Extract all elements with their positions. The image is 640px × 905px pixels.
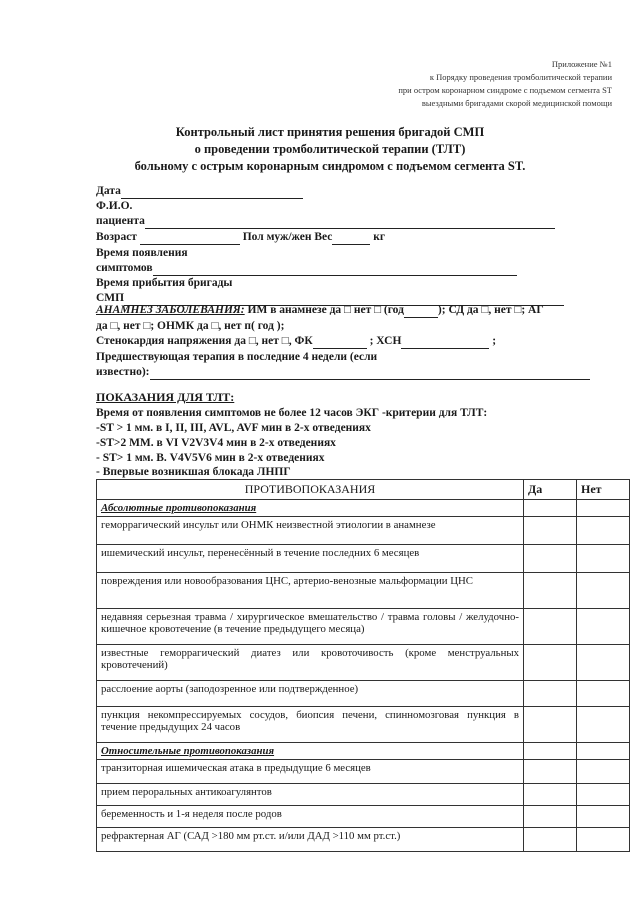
document-title — [60, 124, 600, 175]
date-field[interactable] — [121, 187, 303, 199]
semicolon: ; — [492, 335, 497, 347]
annex-line-3: при остром коронарном синдроме с подъемом сегмента ST — [398, 85, 612, 95]
row-text: прием пероральных антикоагулянтов — [97, 784, 524, 806]
anamnesis-label: АНАМНЕЗ ЗАБОЛЕВАНИЯ: — [96, 304, 245, 316]
annex-header — [362, 58, 612, 110]
row-text: повреждения или новообразования ЦНС, артерио-венозные мальформации ЦНС — [97, 573, 524, 609]
table-header-row — [97, 480, 630, 500]
row-text: известные геморрагический диатез или кровоточивость (кроме менструальных кровотечений) — [97, 645, 524, 681]
title-line-3: больному с острым коронарным синдромом с подъемом сегмента ST. — [134, 159, 526, 173]
mi-year-field[interactable] — [404, 306, 438, 318]
row-text: ишемический инсульт, перенесённый в течение последних 6 месяцев — [97, 545, 524, 573]
row-yes-checkbox[interactable] — [524, 828, 577, 852]
row-yes-checkbox[interactable] — [524, 760, 577, 784]
table-row — [97, 828, 630, 852]
table-row — [97, 760, 630, 784]
contraindications-table — [96, 479, 630, 852]
indications-line-1: Время от появления симптомов не более 12 часов ЭКГ -критерии для ТЛТ: — [96, 407, 488, 419]
table-row — [97, 784, 630, 806]
prev-therapy-label-2: известно): — [96, 366, 150, 378]
row-no-checkbox[interactable] — [577, 828, 630, 852]
row-text: беременность и 1-я неделя после родов — [97, 806, 524, 828]
age-field[interactable] — [140, 233, 240, 245]
table-row — [97, 517, 630, 545]
table-row — [97, 806, 630, 828]
prev-therapy-label-1: Предшествующая терапия в последние 4 недели (если — [96, 351, 378, 363]
row-no-checkbox[interactable] — [577, 645, 630, 681]
indications-line-2: -ST > 1 мм. в I, II, III, AVL, AVF мин в 2-х отведениях — [96, 422, 371, 434]
symptoms-label-2: симптомов — [96, 262, 153, 274]
row-yes-checkbox[interactable] — [524, 784, 577, 806]
smp-label: СМП — [96, 292, 125, 304]
row-no-checkbox[interactable] — [577, 609, 630, 645]
row-yes-checkbox[interactable] — [524, 545, 577, 573]
relative-label: Относительные противопоказания — [97, 743, 524, 760]
row-no-checkbox[interactable] — [577, 784, 630, 806]
indications-line-3: -ST>2 ММ. в VI V2V3V4 мин в 2-х отведениях — [96, 437, 336, 449]
angina-label: Стенокардия напряжения да □, нет □, ФК — [96, 335, 313, 347]
row-text: расслоение аорты (заподозренное или подтвержденное) — [97, 681, 524, 707]
anamnesis-text-1: ИМ в анамнезе да □ нет □ (год — [244, 304, 404, 316]
table-row — [97, 707, 630, 743]
row-text: геморрагический инсульт или ОНМК неизвестной этиологии в анамнезе — [97, 517, 524, 545]
header-yes: Да — [524, 480, 577, 500]
row-no-checkbox[interactable] — [577, 760, 630, 784]
header-no: Нет — [577, 480, 630, 500]
hsn-label: ; ХСН — [369, 335, 402, 347]
row-yes-checkbox[interactable] — [524, 645, 577, 681]
indications-line-4: - ST> 1 мм. В. V4V5V6 мин в 2-х отведениях — [96, 452, 325, 464]
relative-section-row — [97, 743, 630, 760]
hsn-field[interactable] — [401, 337, 489, 349]
absolute-label: Абсолютные противопоказания — [97, 500, 524, 517]
title-line-2: о проведении тромболитической терапии (ТЛТ) — [194, 142, 466, 156]
anamnesis-text-1b: ); СД да □, нет □; АГ — [437, 304, 544, 316]
relative-no — [577, 743, 630, 760]
row-yes-checkbox[interactable] — [524, 517, 577, 545]
angina-row — [96, 334, 496, 349]
patient-label: пациента — [96, 215, 145, 227]
relative-yes — [524, 743, 577, 760]
header-contraindications: ПРОТИВОПОКАЗАНИЯ — [97, 480, 524, 500]
absolute-yes — [524, 500, 577, 517]
age-label: Возраст — [96, 231, 137, 243]
row-yes-checkbox[interactable] — [524, 573, 577, 609]
row-text: рефрактерная АГ (САД >180 мм рт.ст. и/или ДАД >110 мм рт.ст.) — [97, 828, 524, 852]
row-no-checkbox[interactable] — [577, 681, 630, 707]
symptoms-label-1: Время появления — [96, 247, 188, 259]
fio-label: Ф.И.О. — [96, 200, 133, 212]
annex-line-4: выездными бригадами скорой медицинской помощи — [421, 98, 612, 108]
absolute-no — [577, 500, 630, 517]
patient-row — [96, 214, 555, 229]
table-row — [97, 645, 630, 681]
fio-field[interactable] — [145, 217, 555, 229]
row-no-checkbox[interactable] — [577, 806, 630, 828]
table-row — [97, 573, 630, 609]
row-yes-checkbox[interactable] — [524, 707, 577, 743]
row-yes-checkbox[interactable] — [524, 806, 577, 828]
anamnesis-row-2: да □, нет □; ОНМК да □, нет п( год ); — [96, 320, 285, 332]
anamnesis-row-1 — [96, 303, 544, 318]
arrival-label: Время прибытия бригады — [96, 277, 233, 289]
table-row — [97, 545, 630, 573]
date-label: Дата — [96, 185, 121, 197]
title-line-1: Контрольный лист принятия решения бригадой СМП — [175, 125, 485, 139]
row-text: пункция некомпрессируемых сосудов, биопсия печени, спинномозговая пункция в течение предыдущих 24 часов — [97, 707, 524, 743]
prev-therapy-field[interactable] — [150, 368, 590, 380]
fc-field[interactable] — [313, 337, 367, 349]
table-row — [97, 609, 630, 645]
prev-therapy-row — [96, 365, 590, 380]
table-row — [97, 681, 630, 707]
annex-line-2: к Порядку проведения тромболитической терапии — [429, 72, 612, 82]
row-text: транзиторная ишемическая атака в предыдущие 6 месяцев — [97, 760, 524, 784]
row-no-checkbox[interactable] — [577, 517, 630, 545]
row-yes-checkbox[interactable] — [524, 609, 577, 645]
row-no-checkbox[interactable] — [577, 573, 630, 609]
row-yes-checkbox[interactable] — [524, 681, 577, 707]
indications-title: ПОКАЗАНИЯ ДЛЯ ТЛТ: — [96, 390, 235, 404]
indications-line-5: - Впервые возникшая блокада ЛНПГ — [96, 466, 291, 478]
row-no-checkbox[interactable] — [577, 707, 630, 743]
annex-line-1: Приложение №1 — [551, 59, 612, 69]
row-text: недавняя серьезная травма / хирургическое вмешательство / травма головы / желудочно-кишечное кровотечение (в течение предыдущего месяца) — [97, 609, 524, 645]
sex-weight-label: Пол муж/жен Вес — [242, 231, 333, 243]
symptoms-row — [96, 261, 517, 276]
age-row — [96, 230, 385, 245]
kg-label: кг — [373, 231, 386, 243]
symptoms-field[interactable] — [153, 264, 517, 276]
date-row — [96, 184, 303, 199]
absolute-section-row — [97, 500, 630, 517]
row-no-checkbox[interactable] — [577, 545, 630, 573]
weight-field[interactable] — [332, 233, 370, 245]
